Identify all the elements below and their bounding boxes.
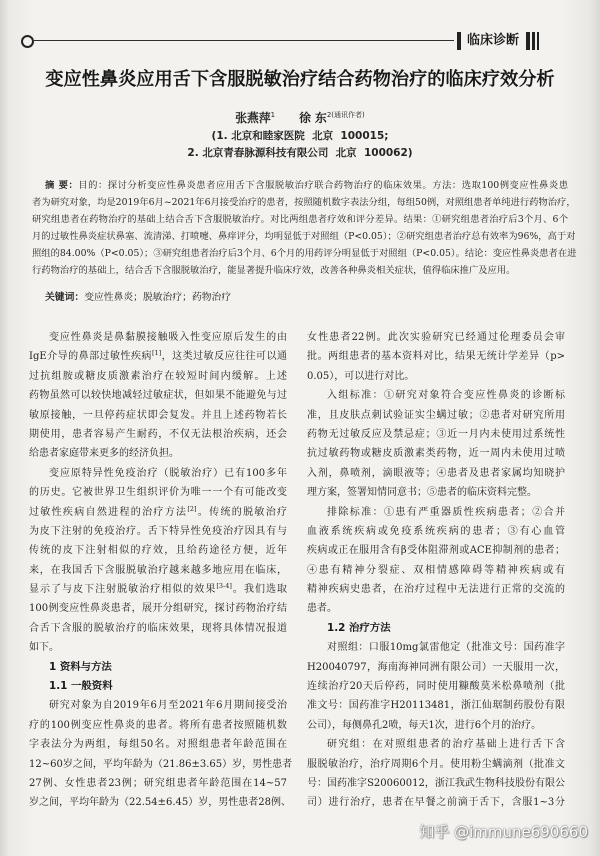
text-line: 字表法分为两组，每组50名。对照组患者年龄范围在	[29, 739, 287, 751]
text-line: 入剂，鼻喷剂，滴眼液等；④患者及患者家属均知晓护	[307, 467, 565, 479]
text-line: 27例、女性患者23例；研究组患者年龄范围在14~57	[29, 777, 287, 789]
text-line: 排除标准：①患有严重器质性疾病患者；②合并	[327, 506, 565, 518]
text-line	[29, 580, 287, 599]
circle-icon	[21, 35, 34, 48]
text-line: 12~60岁之间，平均年龄为（21.86±3.65）岁，男性患者	[29, 758, 293, 770]
text-line: 准，且皮肤点刺试验证实尘螨过敏；②患者对研究所用	[307, 409, 565, 421]
author-affiliation-mark: 2(通讯作者)	[326, 111, 365, 119]
text-line: 传统的皮下注射相似的疗效，且给药途径方便，近年	[29, 545, 287, 557]
text-segment: 。传统的脱敏治疗	[196, 506, 288, 518]
author-name: 张燕萍	[235, 111, 271, 125]
section-label: 临床诊断	[467, 33, 520, 48]
author	[299, 111, 365, 125]
text-line: 患者。	[307, 603, 337, 615]
text-line: 抗过敏药物或糖皮质激素类药物，近一周内未使用过喷	[307, 448, 565, 460]
abstract-line	[32, 177, 568, 194]
text-line: 精神疾病史患者，在治疗过程中无法进行正常的交流的	[307, 584, 565, 596]
text-line: 岁之间，平均年龄为（22.54±6.45）岁，男性患者28例、	[29, 797, 291, 809]
citation-ref: [3-4]	[216, 582, 232, 591]
subsection-heading: 1.2 治疗方法	[327, 621, 391, 634]
text-segment: ，这类过敏反应往往可以通	[161, 351, 288, 363]
affiliation: (1. 北京和睦家医院 北京 100015;	[211, 130, 389, 142]
text-line: 血液系统疾病或免疫系统疾病的患者；③有心血管	[307, 525, 565, 537]
abstract-line: 行药物治疗的基础上，结合舌下含服脱敏治疗，能显著提升临床疗效，改善各种鼻炎相关症状，值得临床推广及应用。	[32, 265, 516, 276]
text-line: 疗的100例变应性鼻炎的患者。将所有患者按照随机数	[29, 719, 287, 731]
text-line: 研究组：在对照组患者的治疗基础上进行舌下含	[327, 739, 565, 751]
text-line: 司）进行治疗，患者在早餐之前滴于舌下，含服1~3分	[307, 797, 565, 809]
citation-ref: [1]	[151, 349, 162, 358]
abstract-line: 照组的84.00%（P<0.05）；③研究组患者治疗后3个月、6个月的用药评分明显低于对照组（P<0.05）。结论：变应性鼻炎患者在进	[32, 248, 577, 259]
text-line: 入组标准：①研究对象符合变应性鼻炎的诊断标	[327, 390, 565, 402]
text-line	[29, 503, 287, 522]
right-column	[307, 328, 565, 813]
text-line: 对照组：口服10mg氯雷他定（批准文号：国药准字	[327, 642, 565, 654]
body-paragraph	[29, 328, 287, 464]
text-line: 号：国药准字S20060012，浙江我武生物科技股份有限公	[307, 777, 565, 789]
body-paragraph	[307, 386, 565, 502]
text-line	[29, 347, 287, 366]
author	[235, 111, 275, 125]
text-segment: 显示了与皮下注射脱敏治疗相似的效果	[29, 584, 217, 596]
text-line: 合舌下含服的脱敏治疗的临床效果，现将具体情况报道	[29, 622, 287, 634]
text-line: 女性患者22例。此次实验研究已经通过伦理委员会审	[307, 332, 565, 343]
bar-ornament-icon	[457, 32, 461, 50]
text-line: ④患有精神分裂症、双相情感障碍等精神疾病或有	[307, 564, 565, 576]
left-column	[29, 328, 293, 813]
abstract	[32, 177, 577, 279]
text-line: 变应原特异性免疫治疗（脱敏治疗）已有100多年	[49, 467, 287, 479]
article-title: 变应性鼻炎应用舌下含服脱敏治疗结合药物治疗的临床疗效分析	[45, 69, 555, 90]
text-segment: IgE介导的鼻部过敏性疾病	[29, 351, 152, 363]
text-line: 如下。	[29, 642, 59, 654]
text-segment: 。我们选取	[231, 584, 288, 596]
abstract-text: 目的：探讨分析变应性鼻炎患者应用舌下含服脱敏治疗联合药物治疗的临床效果。方法：选取100例变应性鼻炎患	[78, 180, 568, 191]
text-line: 药物虽然可以较快地减轻过敏症状，但如果不能避免与过	[29, 390, 287, 402]
abstract-line: 月的过敏性鼻炎症状鼻塞、流清涕、打喷嚏、鼻痒评分，均明显低于对照组（P<0.05）；②研究组患者治疗总有效率为96%，高于对	[32, 231, 576, 242]
body-paragraph	[307, 503, 565, 619]
text-line: 的历史。它被世界卫生组织评价为唯一一个有可能改变	[29, 487, 287, 499]
section-heading: 1 资料与方法	[49, 660, 112, 673]
keywords-text: 变应性鼻炎；脱敏治疗；药物治疗	[84, 292, 232, 303]
text-line: 给患者家庭带来更多的经济负担。	[29, 448, 179, 460]
author-list	[0, 110, 600, 126]
abstract-line: 研究组患者在药物治疗的基础上结合舌下含服脱敏治疗。对比两组患者疗效和评分差异。结果：①研究组患者治疗后3个月、6个	[32, 214, 568, 225]
body-paragraph	[307, 328, 565, 386]
keywords-label: 关键词：	[45, 292, 85, 303]
text-line: 过抗组胺或糖皮质激素治疗在较短时间内缓解。上述	[29, 370, 287, 382]
text-line: 服脱敏治疗，治疗周期6个月。使用粉尘螨滴剂（批准文	[307, 758, 565, 770]
text-line: H20040797，海南海神同洲有限公司）一天服用一次，	[307, 661, 565, 673]
text-line: 0.05），可以进行对比。	[307, 370, 415, 382]
text-line: 理方案，签署知情同意书；⑤患者的临床资料完整。	[307, 487, 537, 499]
body-paragraph	[29, 696, 293, 812]
text-line: 变应性鼻炎是鼻黏膜接触吸入性变应原后发生的由	[49, 332, 287, 343]
author-affiliation-mark: 1	[270, 111, 276, 119]
text-line: 批。两组患者的基本资料对比，结果无统计学差异（p>	[307, 351, 565, 363]
body-paragraph	[29, 464, 287, 658]
text-line: 公司），每侧鼻孔2喷，每天1次，进行6个月的治疗。	[307, 719, 542, 731]
citation-ref: [2]	[187, 504, 197, 513]
body-paragraph	[307, 735, 565, 813]
abstract-line: 者为研究对象，均是2019年6月~2021年6月接受治疗的患者，按照随机数字表法分组，每组50例，对照组患者单纯进行药物治疗，	[32, 197, 576, 208]
text-line: 准文号：国药准字H20113481，浙江仙琚制药股份有限	[307, 700, 565, 712]
subsection-heading: 1.1 一般资料	[49, 680, 113, 693]
affiliation: 2. 北京青春脉源科技有限公司 北京 100062)	[187, 147, 413, 159]
author-name: 徐 东	[299, 111, 327, 125]
keywords	[45, 289, 231, 306]
text-segment: 过敏性疾病自然进程的治疗方法	[29, 506, 188, 518]
watermark: 知乎 @immune690660	[419, 823, 588, 841]
text-line: 连续治疗20天后停药，同时使用糠酸莫米松鼻喷剂（批	[307, 681, 565, 693]
text-line: 为皮下注射的免疫治疗。舌下特异性免疫治疗因具有与	[29, 525, 287, 537]
text-line: 研究对象为自2019年6月至2021年6月期间接受治	[49, 700, 287, 712]
text-line: 药物无过敏反应及禁忌症；③近一月内未使用过系统性	[307, 428, 565, 440]
abstract-label: 摘 要：	[45, 180, 79, 191]
text-line: 疾病或正在服用含有β受体阻滞剂或ACE抑制剂的患者；	[307, 545, 565, 557]
text-line: 敏原接触，一旦停药症状即会复发。并且上述药物若长	[29, 409, 287, 421]
body-paragraph	[307, 638, 565, 735]
text-line: 来，在我国舌下含服脱敏治疗越来越多地应用在临床，	[29, 564, 287, 576]
header-rule	[34, 40, 454, 41]
text-line: 期使用，患者容易产生耐药，不仅无法根治疾病，还会	[29, 428, 287, 440]
text-line: 100例变应性鼻炎患者，展开分组研究，探讨药物治疗结	[29, 603, 287, 615]
